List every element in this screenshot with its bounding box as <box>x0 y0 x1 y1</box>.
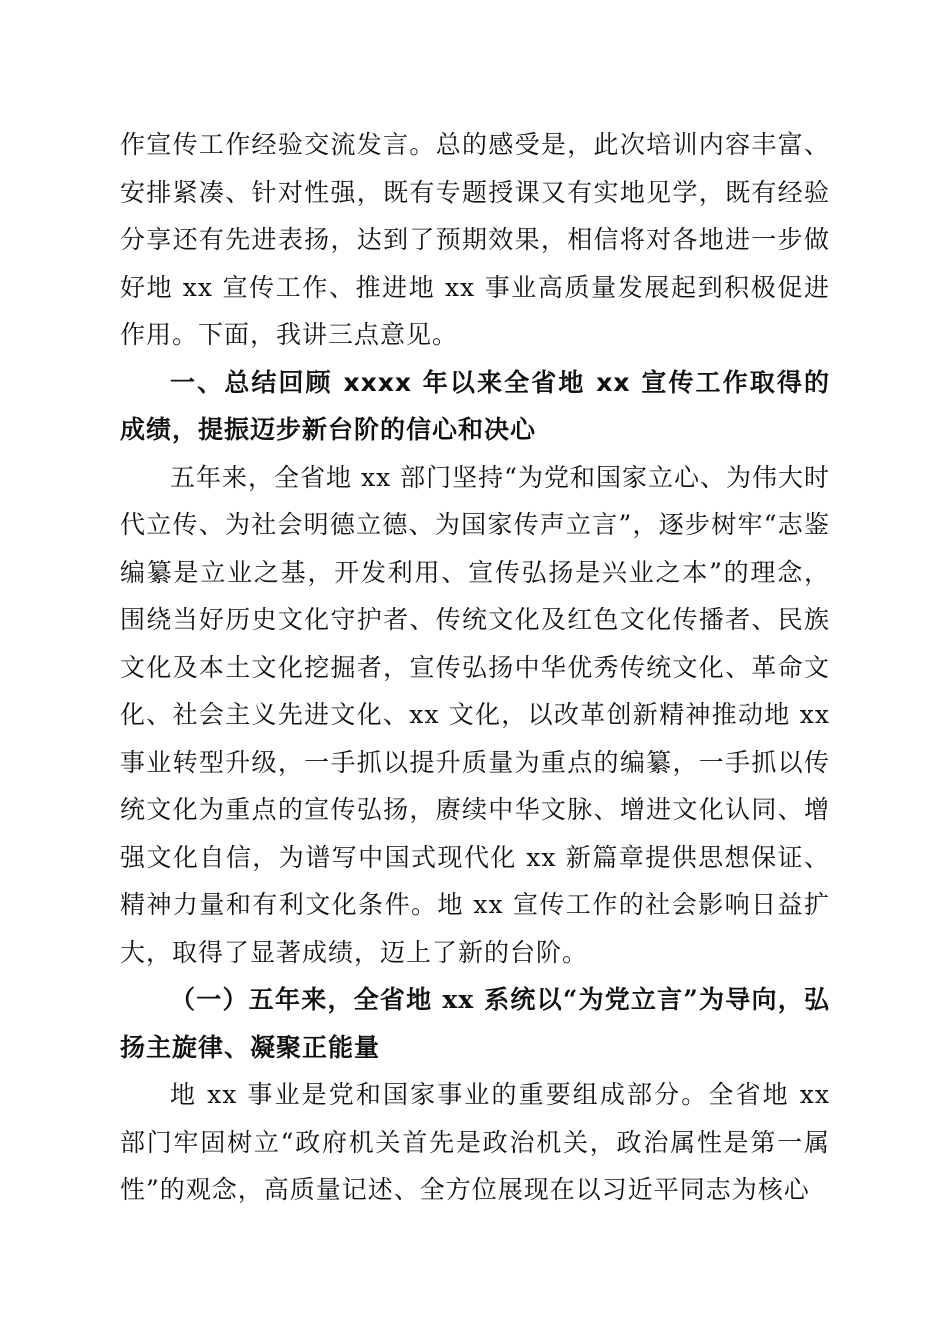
subsection-1-paragraph: 地 xx 事业是党和国家事业的重要组成部分。全省地 xx 部门牢固树立“政府机关首先是政治机关，政治属性是第一属性”的观念，高质量记述、全方位展现在以习近平同志为核心 <box>120 1080 830 1204</box>
subsection-heading-1: （一）五年来，全省地 xx 系统以“为党立言”为导向，弘扬主旋律、凝聚正能量 <box>120 985 830 1062</box>
section-1-paragraph: 五年来，全省地 xx 部门坚持“为党和国家立心、为伟大时代立传、为社会明德立德、为国家传声立言”，逐步树牢“志鉴编纂是立业之基，开发利用、宣传弘扬是兴业之本”的理念，围绕当好历史文化守护者、传统文化及红色文化传播者、民族文化及本土文化挖掘者，宣传弘扬中华优秀传统文化、革命文化、社会主义先进文化、xx 文化，以改革创新精神推动地 xx 事业转型升级，一手抓以提升质量为重点的编纂，一手抓以传统文化为重点的宣传弘扬，赓续中华文脉、增进文化认同、增强文化自信，为谱写中国式现代化 xx 新篇章提供思想保证、精神力量和有利文化条件。地 xx 宣传工作的社会影响日益扩大，取得了显著成绩，迈上了新的台阶。 <box>120 462 830 967</box>
intro-paragraph: 作宣传工作经验交流发言。总的感受是，此次培训内容丰富、安排紧凑、针对性强，既有专题授课又有实地见学，既有经验分享还有先进表扬，达到了预期效果，相信将对各地进一步做好地 xx 宣传工作、推进地 xx 事业高质量发展起到积极促进作用。下面，我讲三点意见。 <box>120 130 830 349</box>
document-body <box>120 121 830 1214</box>
section-heading-1: 一、总结回顾 xxxx 年以来全省地 xx 宣传工作取得的成绩，提振迈步新台阶的信心和决心 <box>120 367 830 444</box>
